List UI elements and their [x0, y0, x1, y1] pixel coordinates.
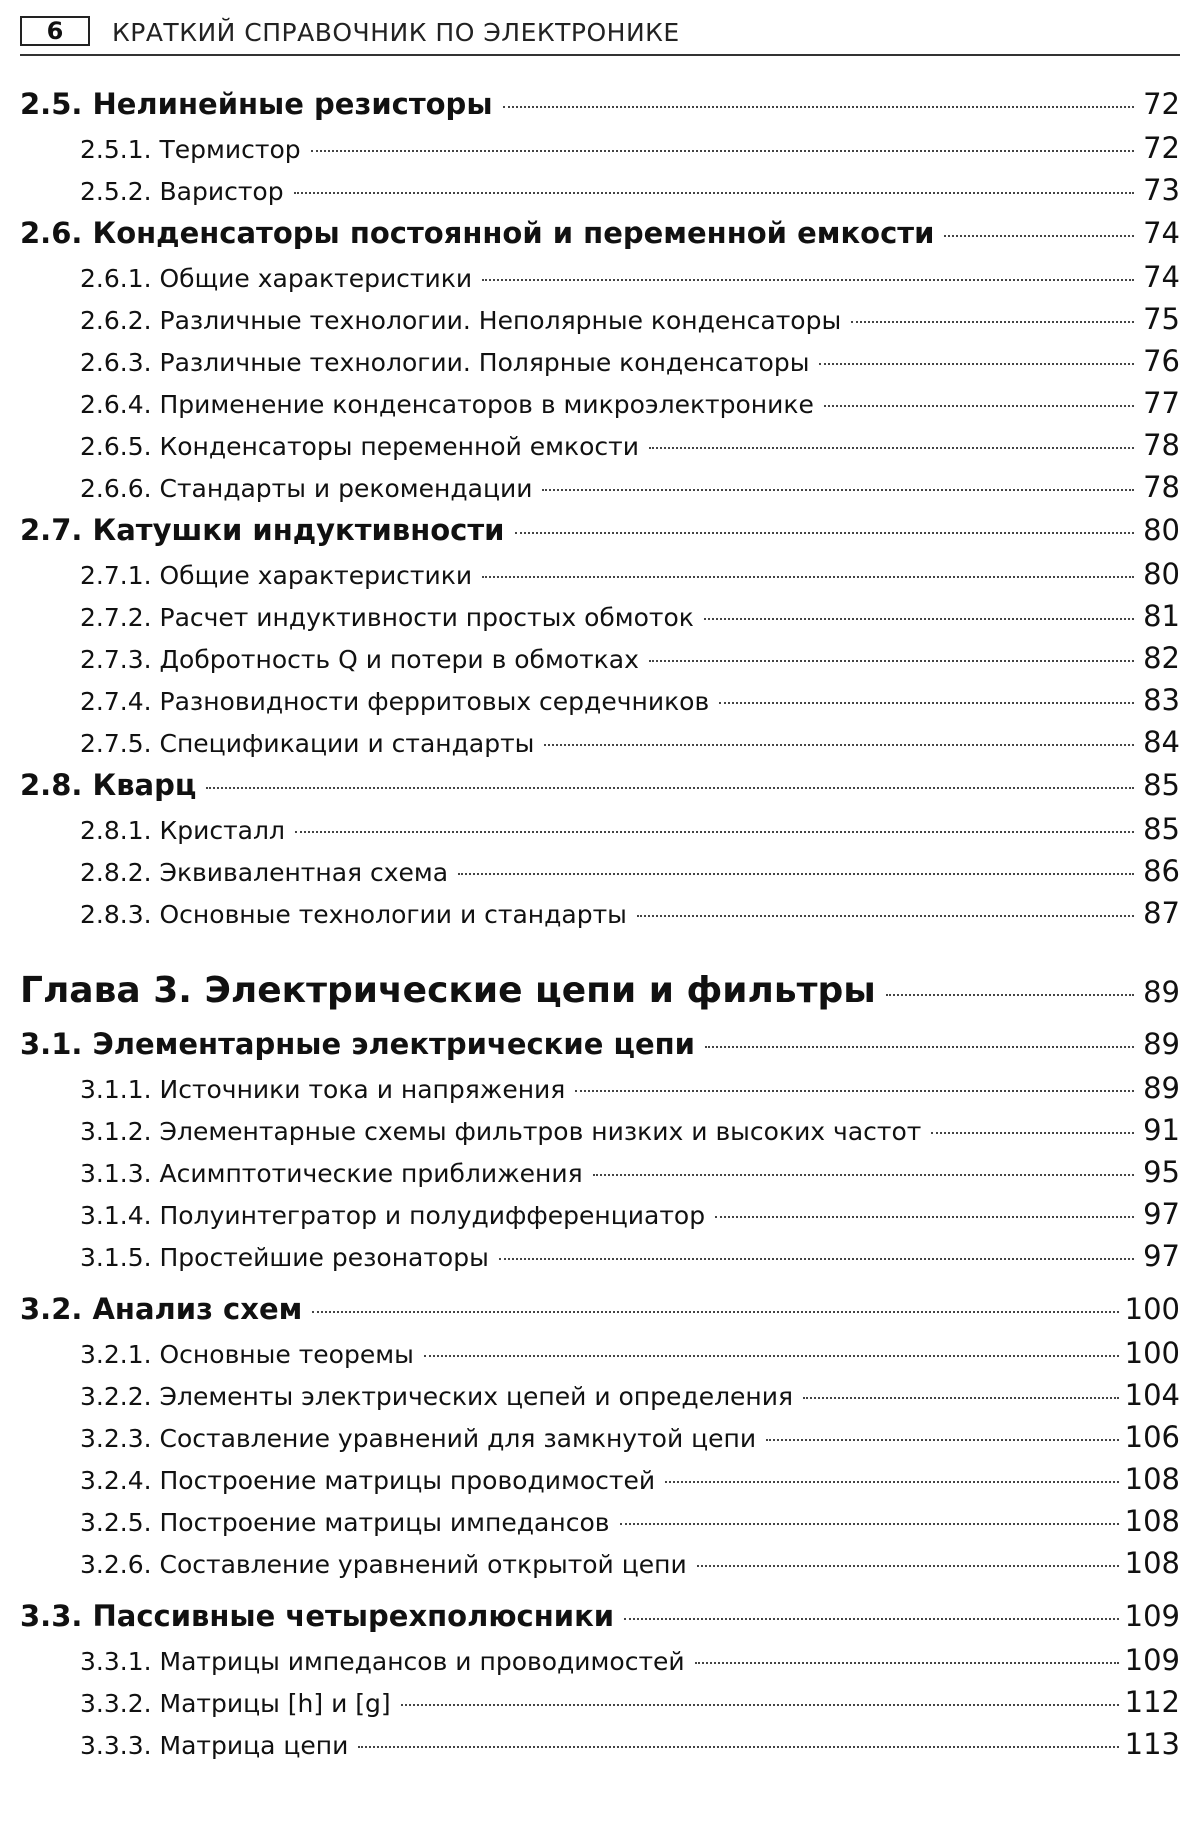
toc-entry-page: 81	[1140, 595, 1180, 637]
dot-leader	[295, 831, 1134, 833]
toc-entry-title: 3.1.1. Источники тока и напряжения	[80, 1069, 565, 1111]
toc-entry-title: 2.5.2. Варистор	[80, 171, 284, 213]
toc-entry-title: 2.6.1. Общие характеристики	[80, 258, 472, 300]
toc-entry-page: 74	[1140, 256, 1180, 298]
toc-entry-sub[interactable]	[20, 1416, 1180, 1458]
dot-leader	[719, 702, 1134, 704]
dot-leader	[715, 1216, 1134, 1218]
dot-leader	[206, 787, 1134, 789]
toc-entry-title: 2.6.5. Конденсаторы переменной емкости	[80, 426, 639, 468]
toc-entry-page: 80	[1140, 508, 1180, 553]
toc-entry-sub[interactable]	[20, 340, 1180, 382]
toc-entry-title: 3.2.1. Основные теоремы	[80, 1334, 414, 1376]
dot-leader	[515, 532, 1135, 534]
dot-leader	[503, 106, 1134, 108]
toc-entry-title: 2.7.4. Разновидности ферритовых сердечников	[80, 681, 709, 723]
toc-entry-page: 108	[1125, 1500, 1180, 1542]
toc-entry-page: 72	[1140, 82, 1180, 127]
toc-entry-sub[interactable]	[20, 1639, 1180, 1681]
toc-entry-sub[interactable]	[20, 850, 1180, 892]
toc-entry-page: 97	[1140, 1193, 1180, 1235]
toc-entry-title: 2.8.3. Основные технологии и стандарты	[80, 894, 627, 936]
toc-entry-title: 3.2.3. Составление уравнений для замкнутой цепи	[80, 1418, 756, 1460]
toc-entry-title: 3.1.4. Полуинтегратор и полудифференциатор	[80, 1195, 705, 1237]
toc-entry-title: 2.6.6. Стандарты и рекомендации	[80, 468, 532, 510]
toc-entry-page: 73	[1140, 169, 1180, 211]
toc-entry-sub[interactable]	[20, 1681, 1180, 1723]
toc-entry-sub[interactable]	[20, 553, 1180, 595]
toc-entry-sub[interactable]	[20, 1500, 1180, 1542]
toc-entry-page: 82	[1140, 637, 1180, 679]
dot-leader	[312, 1311, 1118, 1313]
dot-leader	[649, 660, 1134, 662]
toc-entry-title: 2.6. Конденсаторы постоянной и переменной емкости	[20, 211, 934, 256]
toc-entry-page: 80	[1140, 553, 1180, 595]
dot-leader	[704, 618, 1134, 620]
toc-entry-sub[interactable]	[20, 1332, 1180, 1374]
spacer	[20, 934, 1180, 960]
toc-entry-title: 3.1. Элементарные электрические цепи	[20, 1022, 695, 1067]
toc-entry-title: 2.7.3. Добротность Q и потери в обмотках	[80, 639, 639, 681]
table-of-contents	[20, 82, 1180, 1765]
dot-leader	[482, 576, 1134, 578]
toc-entry-page: 78	[1140, 424, 1180, 466]
toc-entry-chapter[interactable]	[20, 960, 1180, 1022]
dot-leader	[803, 1397, 1119, 1399]
dot-leader	[766, 1439, 1119, 1441]
toc-entry-page: 97	[1140, 1235, 1180, 1277]
toc-entry-page: 87	[1140, 892, 1180, 934]
toc-entry-sub[interactable]	[20, 808, 1180, 850]
toc-entry-section[interactable]	[20, 1287, 1180, 1332]
toc-entry-sub[interactable]	[20, 1723, 1180, 1765]
toc-entry-title: 3.2.4. Построение матрицы проводимостей	[80, 1460, 655, 1502]
toc-entry-page: 85	[1140, 808, 1180, 850]
toc-entry-title: 3.3.3. Матрица цепи	[80, 1725, 348, 1767]
toc-entry-sub[interactable]	[20, 1067, 1180, 1109]
toc-entry-page: 108	[1125, 1458, 1180, 1500]
dot-leader	[542, 489, 1134, 491]
dot-leader	[358, 1746, 1118, 1748]
dot-leader	[824, 405, 1134, 407]
dot-leader	[311, 150, 1134, 152]
toc-entry-page: 89	[1140, 961, 1180, 1023]
toc-entry-page: 72	[1140, 127, 1180, 169]
toc-entry-title: 2.7.2. Расчет индуктивности простых обмоток	[80, 597, 694, 639]
toc-entry-section[interactable]	[20, 82, 1180, 127]
dot-leader	[851, 321, 1134, 323]
toc-entry-title: 2.7. Катушки индуктивности	[20, 508, 505, 553]
toc-entry-section[interactable]	[20, 1022, 1180, 1067]
dot-leader	[294, 192, 1134, 194]
toc-entry-page: 77	[1140, 382, 1180, 424]
dot-leader	[944, 235, 1134, 237]
toc-entry-sub[interactable]	[20, 127, 1180, 169]
toc-entry-title: 2.6.4. Применение конденсаторов в микроэлектронике	[80, 384, 814, 426]
toc-entry-title: 2.6.2. Различные технологии. Неполярные конденсаторы	[80, 300, 841, 342]
toc-entry-sub[interactable]	[20, 1193, 1180, 1235]
toc-entry-page: 109	[1125, 1594, 1180, 1639]
toc-entry-sub[interactable]	[20, 424, 1180, 466]
toc-entry-page: 74	[1140, 211, 1180, 256]
dot-leader	[665, 1481, 1119, 1483]
toc-entry-page: 89	[1140, 1022, 1180, 1067]
toc-entry-title: 2.5. Нелинейные резисторы	[20, 82, 493, 127]
toc-entry-sub[interactable]	[20, 595, 1180, 637]
dot-leader	[931, 1132, 1134, 1134]
toc-entry-title: 3.1.2. Элементарные схемы фильтров низких и высоких частот	[80, 1111, 921, 1153]
toc-entry-page: 84	[1140, 721, 1180, 763]
toc-entry-page: 104	[1125, 1374, 1180, 1416]
toc-entry-sub[interactable]	[20, 892, 1180, 934]
toc-entry-sub[interactable]	[20, 637, 1180, 679]
toc-entry-page: 100	[1125, 1332, 1180, 1374]
dot-leader	[458, 873, 1134, 875]
toc-entry-page: 78	[1140, 466, 1180, 508]
toc-entry-title: 3.1.3. Асимптотические приближения	[80, 1153, 583, 1195]
toc-entry-section[interactable]	[20, 508, 1180, 553]
dot-leader	[575, 1090, 1134, 1092]
toc-entry-sub[interactable]	[20, 169, 1180, 211]
toc-entry-page: 91	[1140, 1109, 1180, 1151]
dot-leader	[649, 447, 1134, 449]
toc-entry-title: Глава 3. Электрические цепи и фильтры	[20, 960, 876, 1022]
page-number: 6	[20, 16, 90, 46]
toc-entry-title: 3.2.5. Построение матрицы импедансов	[80, 1502, 610, 1544]
toc-entry-page: 113	[1125, 1723, 1180, 1765]
toc-entry-page: 86	[1140, 850, 1180, 892]
toc-entry-title: 3.2. Анализ схем	[20, 1287, 302, 1332]
toc-entry-title: 3.3.1. Матрицы импедансов и проводимостей	[80, 1641, 685, 1683]
dot-leader	[819, 363, 1134, 365]
running-title: КРАТКИЙ СПРАВОЧНИК ПО ЭЛЕКТРОНИКЕ	[112, 18, 680, 47]
dot-leader	[499, 1258, 1134, 1260]
toc-entry-title: 2.7.1. Общие характеристики	[80, 555, 472, 597]
toc-entry-page: 75	[1140, 298, 1180, 340]
dot-leader	[424, 1355, 1119, 1357]
toc-entry-title: 2.6.3. Различные технологии. Полярные конденсаторы	[80, 342, 809, 384]
toc-entry-page: 109	[1125, 1639, 1180, 1681]
toc-entry-title: 3.2.6. Составление уравнений открытой цепи	[80, 1544, 687, 1586]
toc-entry-title: 2.8.2. Эквивалентная схема	[80, 852, 448, 894]
document-page	[0, 0, 1200, 1837]
toc-entry-title: 2.5.1. Термистор	[80, 129, 301, 171]
dot-leader	[624, 1618, 1119, 1620]
toc-entry-sub[interactable]	[20, 1151, 1180, 1193]
toc-entry-sub[interactable]	[20, 256, 1180, 298]
toc-entry-section[interactable]	[20, 763, 1180, 808]
toc-entry-sub[interactable]	[20, 1374, 1180, 1416]
toc-entry-title: 3.3. Пассивные четырехполюсники	[20, 1594, 614, 1639]
page-header	[20, 10, 1180, 54]
toc-entry-title: 3.1.5. Простейшие резонаторы	[80, 1237, 489, 1279]
dot-leader	[886, 994, 1134, 996]
toc-entry-title: 2.7.5. Спецификации и стандарты	[80, 723, 534, 765]
toc-entry-sub[interactable]	[20, 679, 1180, 721]
toc-entry-sub[interactable]	[20, 1542, 1180, 1584]
toc-entry-page: 100	[1125, 1287, 1180, 1332]
dot-leader	[620, 1523, 1119, 1525]
header-rule	[20, 54, 1180, 56]
toc-entry-title: 3.2.2. Элементы электрических цепей и определения	[80, 1376, 793, 1418]
toc-entry-section[interactable]	[20, 211, 1180, 256]
dot-leader	[544, 744, 1134, 746]
toc-entry-title: 2.8.1. Кристалл	[80, 810, 285, 852]
toc-entry-page: 106	[1125, 1416, 1180, 1458]
dot-leader	[482, 279, 1134, 281]
dot-leader	[593, 1174, 1134, 1176]
dot-leader	[705, 1046, 1134, 1048]
toc-entry-title: 2.8. Кварц	[20, 763, 196, 808]
toc-entry-sub[interactable]	[20, 1235, 1180, 1277]
toc-entry-page: 112	[1125, 1681, 1180, 1723]
toc-entry-sub[interactable]	[20, 1109, 1180, 1151]
toc-entry-section[interactable]	[20, 1594, 1180, 1639]
toc-entry-page: 89	[1140, 1067, 1180, 1109]
toc-entry-page: 108	[1125, 1542, 1180, 1584]
dot-leader	[695, 1662, 1119, 1664]
toc-entry-page: 83	[1140, 679, 1180, 721]
toc-entry-page: 95	[1140, 1151, 1180, 1193]
toc-entry-page: 76	[1140, 340, 1180, 382]
toc-entry-sub[interactable]	[20, 298, 1180, 340]
toc-entry-title: 3.3.2. Матрицы [h] и [g]	[80, 1683, 391, 1725]
toc-entry-sub[interactable]	[20, 466, 1180, 508]
dot-leader	[401, 1704, 1119, 1706]
dot-leader	[637, 915, 1134, 917]
toc-entry-page: 85	[1140, 763, 1180, 808]
toc-entry-sub[interactable]	[20, 721, 1180, 763]
dot-leader	[697, 1565, 1119, 1567]
toc-entry-sub[interactable]	[20, 382, 1180, 424]
toc-entry-sub[interactable]	[20, 1458, 1180, 1500]
